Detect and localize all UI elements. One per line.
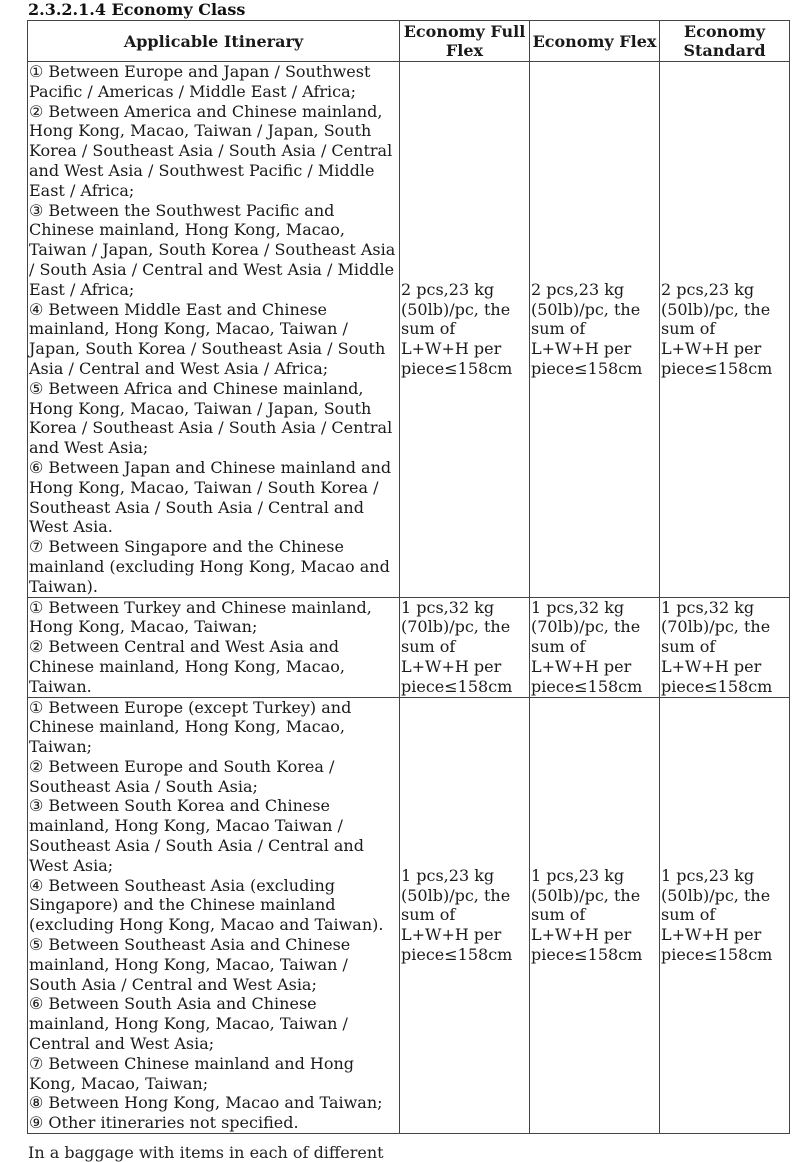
itinerary-item: ② Between America and Chinese mainland, Hong Kong, Macao, Taiwan / Japan, South Korea / Southeast Asia / South Asia / Central and West Asia / Southwest Pacific / Middle East / Africa; xyxy=(29,101,393,200)
itinerary-item: ⑧ Between Hong Kong, Macao and Taiwan; xyxy=(29,1093,383,1113)
itinerary-item: ④ Between Middle East and Chinese mainland, Hong Kong, Macao, Taiwan / Japan, South Korea / Southeast Asia / South Asia / Central and West Asia / Africa; xyxy=(29,299,386,378)
itinerary-item: ① Between Turkey and Chinese mainland, Hong Kong, Macao, Taiwan; xyxy=(29,597,372,637)
itinerary-item: ⑤ Between Southeast Asia and Chinese mainland, Hong Kong, Macao, Taiwan / South Asia / Central and West Asia; xyxy=(29,935,351,994)
table-row xyxy=(28,697,790,1134)
flex-allowance: 2 pcs,23 kg (50lb)/pc, the sum of L+W+H per piece≤158cm xyxy=(530,62,660,598)
itinerary-item: ⑨ Other itineraries not specified. xyxy=(29,1113,299,1133)
section-title: 2.3.2.1.4 Economy Class xyxy=(28,0,246,19)
itinerary-item: ① Between Europe and Japan / Southwest Pacific / Americas / Middle East / Africa; xyxy=(29,62,371,101)
standard-allowance: 1 pcs,23 kg (50lb)/pc, the sum of L+W+H per piece≤158cm xyxy=(660,697,790,1134)
itinerary-item: ⑤ Between Africa and Chinese mainland, Hong Kong, Macao, Taiwan / Japan, South Korea / Southeast Asia / South Asia / Central and West Asia; xyxy=(29,378,393,458)
itinerary-item: ⑦ Between Chinese mainland and Hong Kong, Macao, Taiwan; xyxy=(29,1053,355,1093)
standard-allowance: 2 pcs,23 kg (50lb)/pc, the sum of L+W+H per piece≤158cm xyxy=(660,62,790,598)
flex-allowance: 1 pcs,32 kg (70lb)/pc, the sum of L+W+H per piece≤158cm xyxy=(530,597,660,697)
itinerary-item: ③ Between South Korea and Chinese mainland, Hong Kong, Macao Taiwan / Southeast Asia / South Asia / Central and West Asia; xyxy=(29,796,364,875)
itinerary-cell xyxy=(28,697,400,1134)
itinerary-item: ⑥ Between South Asia and Chinese mainland, Hong Kong, Macao, Taiwan / Central and West Asia; xyxy=(29,994,348,1054)
itinerary-item: ② Between Central and West Asia and Chinese mainland, Hong Kong, Macao, Taiwan. xyxy=(29,637,345,696)
itinerary-item: ② Between Europe and South Korea / Southeast Asia / South Asia; xyxy=(29,756,335,796)
full-flex-allowance: 2 pcs,23 kg (50lb)/pc, the sum of L+W+H per piece≤158cm xyxy=(400,62,530,598)
itinerary-item: ④ Between Southeast Asia (excluding Singapore) and the Chinese mainland (excluding Hong Kong, Macao and Taiwan). xyxy=(29,875,384,935)
table-row xyxy=(28,597,790,697)
table-row xyxy=(28,62,790,598)
header-economy-flex: Economy Flex xyxy=(530,21,660,62)
economy-baggage-table xyxy=(27,20,790,1134)
flex-allowance: 1 pcs,23 kg (50lb)/pc, the sum of L+W+H per piece≤158cm xyxy=(530,697,660,1134)
itinerary-cell xyxy=(28,62,400,598)
full-flex-allowance: 1 pcs,23 kg (50lb)/pc, the sum of L+W+H per piece≤158cm xyxy=(400,697,530,1134)
itinerary-item: ③ Between the Southwest Pacific and Chinese mainland, Hong Kong, Macao, Taiwan / Japan, South Korea / Southeast Asia / South Asia / Central and West Asia / Middle East / Africa; xyxy=(29,200,396,299)
itinerary-item: ⑦ Between Singapore and the Chinese mainland (excluding Hong Kong, Macao and Taiwan). xyxy=(29,537,390,596)
itinerary-cell xyxy=(28,597,400,697)
footer-text: In a baggage with items in each of different xyxy=(28,1143,384,1162)
full-flex-allowance: 1 pcs,32 kg (70lb)/pc, the sum of L+W+H per piece≤158cm xyxy=(400,597,530,697)
table-header-row xyxy=(28,21,790,62)
header-economy-standard: Economy Standard xyxy=(660,21,790,62)
header-applicable-itinerary: Applicable Itinerary xyxy=(28,21,400,62)
itinerary-item: ① Between Europe (except Turkey) and Chinese mainland, Hong Kong, Macao, Taiwan; xyxy=(29,697,352,757)
standard-allowance: 1 pcs,32 kg (70lb)/pc, the sum of L+W+H per piece≤158cm xyxy=(660,597,790,697)
header-economy-full-flex: Economy Full Flex xyxy=(400,21,530,62)
itinerary-item: ⑥ Between Japan and Chinese mainland and Hong Kong, Macao, Taiwan / South Korea / Southeast Asia / South Asia / Central and West Asia. xyxy=(29,457,392,537)
